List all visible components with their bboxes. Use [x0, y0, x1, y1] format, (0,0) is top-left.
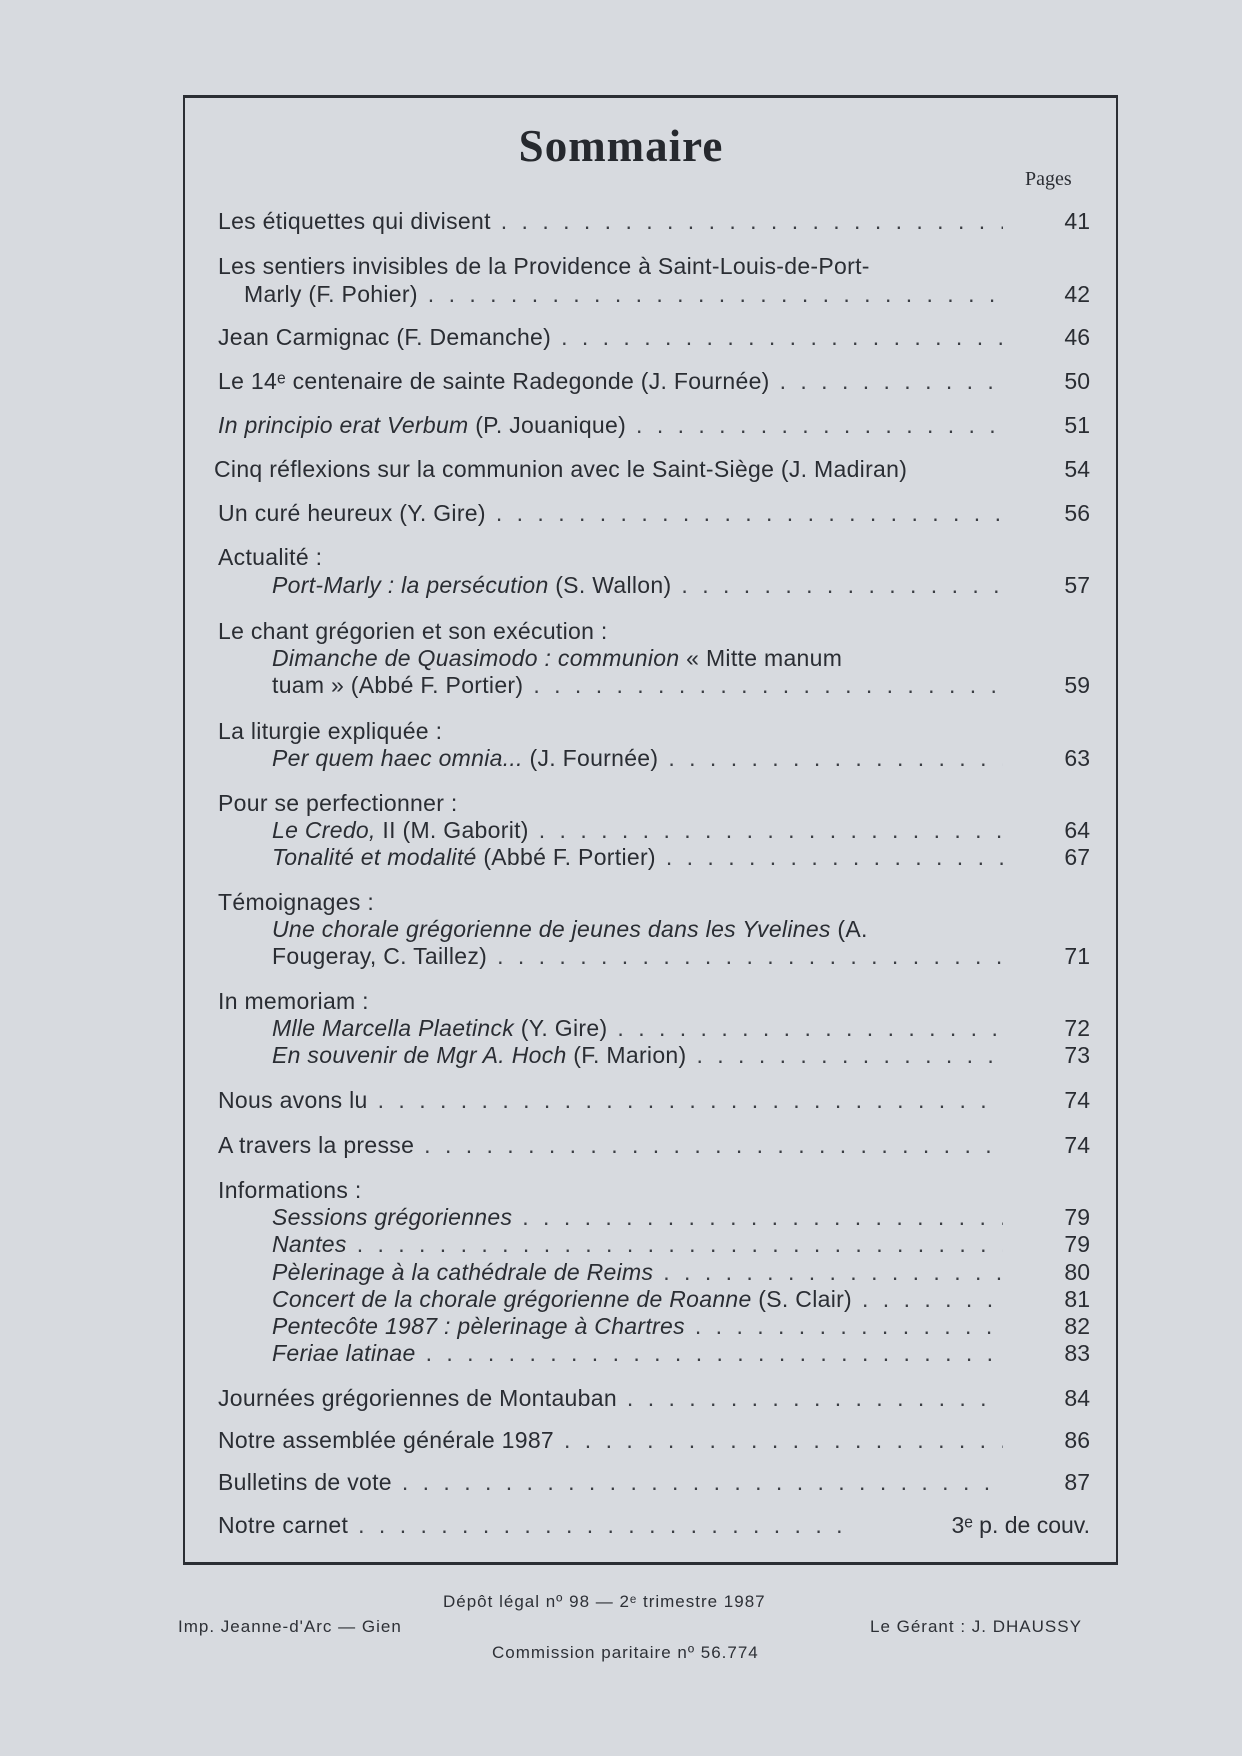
- toc-entry-text: Informations :: [218, 1177, 362, 1203]
- toc-entry-text: La liturgie expliquée :: [218, 718, 443, 744]
- toc-entry: [272, 670, 1003, 700]
- toc-entry: [272, 1311, 1003, 1341]
- toc-entry-title: [218, 1510, 348, 1540]
- toc-entry: [218, 542, 1003, 572]
- toc-entry-text: Fougeray, C. Taillez): [272, 943, 488, 969]
- toc-entry-title: [218, 498, 486, 528]
- dot-leader: [497, 941, 1003, 971]
- toc-page-number: 81: [1064, 1286, 1090, 1312]
- toc-page-number: 82: [1064, 1313, 1090, 1339]
- toc-entry-title: [272, 815, 529, 845]
- toc-entry: [218, 1383, 1003, 1413]
- dot-leader: [378, 1085, 1003, 1115]
- toc-entry: [272, 643, 1007, 673]
- toc-entry-text: Pour se perfectionner :: [218, 790, 458, 816]
- dot-leader: [428, 279, 1003, 309]
- dot-leader: [564, 1425, 1003, 1455]
- toc-entry-italic-title: Pèlerinage à la cathédrale de Reims: [272, 1259, 654, 1285]
- toc-entry: [272, 842, 1003, 872]
- toc-entry-title: [218, 1425, 554, 1455]
- toc-entry-italic-title: En souvenir de Mgr A. Hoch: [272, 1042, 567, 1068]
- dot-leader: [533, 670, 1003, 700]
- toc-entry-title: [218, 616, 608, 646]
- toc-entry-author: II (M. Gaborit): [375, 817, 529, 843]
- toc-page-number: 3ᵉ p. de couv.: [951, 1512, 1090, 1538]
- toc-page-number: 79: [1064, 1231, 1090, 1257]
- toc-entry-author: (Abbé F. Portier): [476, 844, 656, 870]
- toc-page-number: 46: [1064, 324, 1090, 350]
- dot-leader: [402, 1467, 1003, 1497]
- toc-entry-author: (A.: [830, 916, 868, 942]
- toc-entry-title: [218, 1467, 392, 1497]
- toc-entry-italic-title: In principio erat Verbum: [218, 412, 469, 438]
- toc-entry: [218, 616, 1003, 646]
- dot-leader: [780, 366, 1003, 396]
- toc-entry-italic-title: Feriae latinae: [272, 1340, 416, 1366]
- toc-entry-title: [218, 788, 458, 818]
- toc-entry-text: tuam » (Abbé F. Portier): [272, 672, 524, 698]
- dot-leader: [862, 1284, 1003, 1314]
- dot-leader: [357, 1229, 1003, 1259]
- footer-imprimeur: Imp. Jeanne-d'Arc — Gien: [178, 1617, 402, 1636]
- page-title: Sommaire: [518, 121, 724, 171]
- toc-entry: [272, 1202, 1003, 1232]
- toc-entry-text: Notre carnet: [218, 1512, 349, 1538]
- toc-page-number: 71: [1064, 943, 1090, 969]
- dot-leader: [695, 1311, 1003, 1341]
- toc-entry-text: Le 14ᵉ centenaire de sainte Radegonde (J. Fournée): [218, 368, 770, 394]
- toc-entry-title: [272, 1257, 653, 1287]
- toc-page-number: 42: [1064, 281, 1090, 307]
- toc-entry-text: Le chant grégorien et son exécution :: [218, 618, 608, 644]
- toc-page-number: 80: [1064, 1259, 1090, 1285]
- toc-entry: [272, 570, 1003, 600]
- toc-entry: [272, 1257, 1003, 1287]
- toc-entry-italic-title: Nantes: [272, 1231, 347, 1257]
- toc-entry: [214, 454, 1004, 484]
- toc-entry: [218, 887, 1003, 917]
- toc-page-number: 64: [1064, 817, 1090, 843]
- toc-entry-italic-title: Tonalité et modalité: [272, 844, 477, 870]
- footer-depot-legal: Dépôt légal nº 98 — 2ᵉ trimestre 1987: [443, 1592, 766, 1611]
- dot-leader: [496, 498, 1003, 528]
- dot-leader: [501, 206, 1003, 236]
- toc-entry-title: [218, 322, 551, 352]
- toc-entry-title: [218, 1130, 414, 1160]
- toc-entry: [218, 206, 1003, 236]
- toc-entry: [218, 1425, 1003, 1455]
- toc-entry-title: [218, 1085, 368, 1115]
- toc-entry: [218, 251, 1008, 281]
- toc-entry-title: [272, 1311, 685, 1341]
- toc-entry-title: [272, 670, 523, 700]
- toc-entry-title: [272, 941, 487, 971]
- toc-entry-title: [272, 1284, 852, 1314]
- toc-entry-title: [272, 1202, 512, 1232]
- toc-entry-italic-title: Sessions grégoriennes: [272, 1204, 513, 1230]
- dot-leader: [697, 1040, 1004, 1070]
- dot-leader: [424, 1130, 1003, 1160]
- toc-entry-title: [218, 206, 491, 236]
- toc-entry: [272, 1229, 1003, 1259]
- toc-entry: [272, 914, 1008, 944]
- toc-entry-text: Témoignages :: [218, 889, 375, 915]
- toc-entry-title: [218, 716, 442, 746]
- toc-entry-italic-title: Per quem haec omnia...: [272, 745, 523, 771]
- toc-page-number: 54: [1064, 456, 1090, 482]
- dot-leader: [539, 815, 1003, 845]
- dot-leader: [666, 842, 1003, 872]
- toc-page-number: 74: [1064, 1132, 1090, 1158]
- toc-entry: [218, 1510, 853, 1540]
- toc-entry-title: [272, 914, 868, 944]
- toc-entry-italic-title: Port-Marly : la persécution: [272, 572, 549, 598]
- toc-entry-italic-title: Le Credo,: [272, 817, 376, 843]
- dot-leader: [358, 1510, 853, 1540]
- toc-entry-italic-title: Mlle Marcella Plaetinck: [272, 1015, 515, 1041]
- toc-page-number: 84: [1064, 1385, 1090, 1411]
- toc-page-number: 74: [1064, 1087, 1090, 1113]
- toc-entry-title: [272, 1040, 687, 1070]
- toc-entry-text: Un curé heureux (Y. Gire): [218, 500, 486, 526]
- dot-leader: [426, 1338, 1003, 1368]
- toc-entry-author: (J. Fournée): [522, 745, 659, 771]
- toc-entry-author: « Mitte manum: [679, 645, 843, 671]
- toc-entry-title: [272, 743, 658, 773]
- toc-entry-text: Les sentiers invisibles de la Providence à Saint-Louis-de-Port-: [218, 253, 870, 279]
- dot-leader: [663, 1257, 1003, 1287]
- toc-page-number: 83: [1064, 1340, 1090, 1366]
- toc-entry-author: (Y. Gire): [514, 1015, 608, 1041]
- toc-page-number: 41: [1064, 208, 1090, 234]
- toc-entry: [218, 410, 1003, 440]
- toc-entry-text: Actualité :: [218, 544, 323, 570]
- footer-gerant: Le Gérant : J. DHAUSSY: [870, 1617, 1082, 1636]
- toc-entry-title: [218, 1175, 362, 1205]
- dot-leader: [681, 570, 1003, 600]
- toc-entry: [218, 322, 1003, 352]
- toc-page-number: 57: [1064, 572, 1090, 598]
- toc-entry-title: [272, 1338, 416, 1368]
- dot-leader: [617, 1013, 1003, 1043]
- footer-commission-paritaire: Commission paritaire nº 56.774: [492, 1643, 759, 1662]
- toc-entry-title: [218, 251, 870, 281]
- toc-page-number: 59: [1064, 672, 1090, 698]
- toc-entry-author: (S. Wallon): [548, 572, 672, 598]
- dot-leader: [522, 1202, 1003, 1232]
- toc-entry: [218, 1130, 1003, 1160]
- toc-page-number: 51: [1064, 412, 1090, 438]
- toc-entry: [218, 1175, 1003, 1205]
- toc-entry-title: [218, 542, 322, 572]
- toc-entry-italic-title: Concert de la chorale grégorienne de Roanne: [272, 1286, 752, 1312]
- toc-entry-title: [272, 1229, 347, 1259]
- pages-column-heading: Pages: [1025, 168, 1072, 190]
- toc-entry: [272, 1013, 1003, 1043]
- toc-entry: [218, 1085, 1003, 1115]
- toc-entry: [218, 716, 1003, 746]
- toc-entry-text: Notre assemblée générale 1987: [218, 1427, 555, 1453]
- toc-entry-title: [272, 570, 671, 600]
- toc-entry-text: In memoriam :: [218, 988, 369, 1014]
- toc-entry-title: [218, 887, 374, 917]
- toc-page-number: 67: [1064, 844, 1090, 870]
- toc-entry: [218, 986, 1003, 1016]
- toc-entry: [218, 498, 1003, 528]
- toc-entry-author: (S. Clair): [751, 1286, 853, 1312]
- toc-entry-author: (P. Jouanique): [468, 412, 627, 438]
- dot-leader: [636, 410, 1003, 440]
- toc-entry-text: Cinq réflexions sur la communion avec le Saint-Siège (J. Madiran): [214, 456, 908, 482]
- toc-entry-title: [218, 366, 770, 396]
- toc-entry-italic-title: Pentecôte 1987 : pèlerinage à Chartres: [272, 1313, 685, 1339]
- toc-entry-text: Bulletins de vote: [218, 1469, 392, 1495]
- toc-entry-title: [218, 986, 369, 1016]
- toc-entry-text: Jean Carmignac (F. Demanche): [218, 324, 552, 350]
- toc-entry-author: (F. Marion): [566, 1042, 687, 1068]
- toc-page-number: 63: [1064, 745, 1090, 771]
- toc-entry-text: Nous avons lu: [218, 1087, 368, 1113]
- toc-entry-title: [272, 643, 842, 673]
- toc-entry-title: [244, 279, 418, 309]
- toc-entry: [272, 743, 1003, 773]
- toc-entry-title: [272, 1013, 607, 1043]
- dot-leader: [668, 743, 1003, 773]
- dot-leader: [627, 1383, 1003, 1413]
- toc-entry-text: Marly (F. Pohier): [244, 281, 418, 307]
- toc-entry: [272, 941, 1003, 971]
- toc-entry: [272, 1338, 1003, 1368]
- toc-page-number: 86: [1064, 1427, 1090, 1453]
- toc-entry: [272, 815, 1003, 845]
- toc-entry: [244, 279, 1003, 309]
- toc-page-number: 50: [1064, 368, 1090, 394]
- toc-page-number: 72: [1064, 1015, 1090, 1041]
- dot-leader: [561, 322, 1003, 352]
- toc-page-number: 79: [1064, 1204, 1090, 1230]
- toc-entry-title: [218, 1383, 617, 1413]
- toc-entry-title: [272, 842, 656, 872]
- toc-entry-title: [214, 454, 907, 484]
- toc-page-number: 87: [1064, 1469, 1090, 1495]
- toc-entry: [218, 788, 1003, 818]
- toc-entry: [218, 366, 1003, 396]
- toc-entry-text: Les étiquettes qui divisent: [218, 208, 491, 234]
- toc-page-number: 73: [1064, 1042, 1090, 1068]
- toc-entry: [218, 1467, 1003, 1497]
- toc-page-number: 56: [1064, 500, 1090, 526]
- toc-entry-italic-title: Une chorale grégorienne de jeunes dans les Yvelines: [272, 916, 831, 942]
- toc-entry: [272, 1284, 1003, 1314]
- toc-entry-text: Journées grégoriennes de Montauban: [218, 1385, 617, 1411]
- toc-entry-text: A travers la presse: [218, 1132, 415, 1158]
- toc-entry-italic-title: Dimanche de Quasimodo : communion: [272, 645, 680, 671]
- toc-entry: [272, 1040, 1003, 1070]
- toc-entry-title: [218, 410, 626, 440]
